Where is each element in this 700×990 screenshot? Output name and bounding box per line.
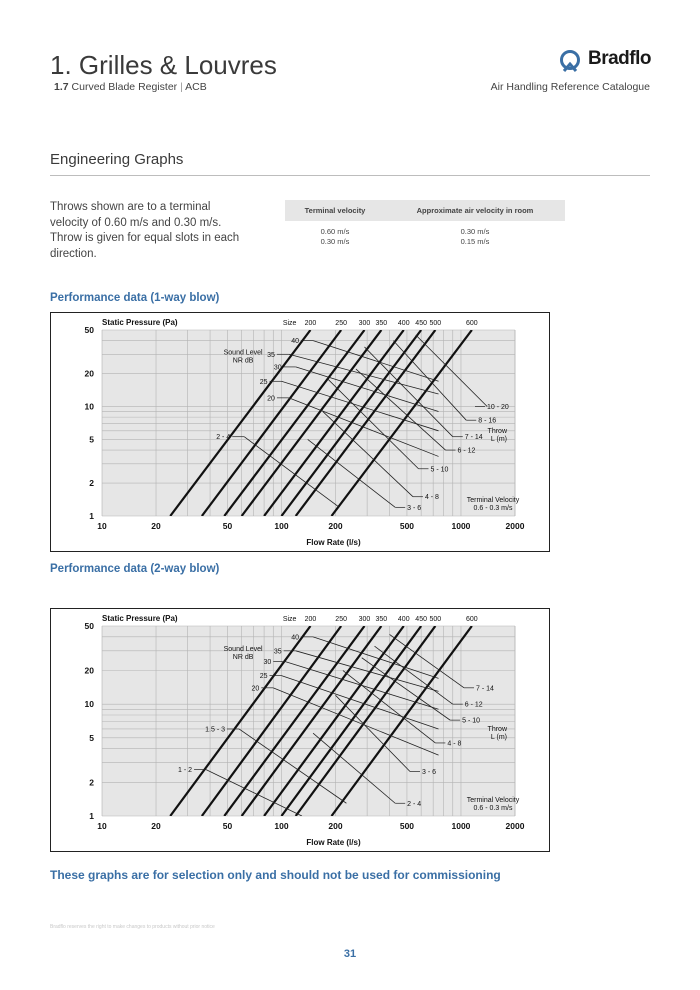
x-tick-label: 2000 <box>505 821 525 831</box>
size-label-250: 250 <box>335 320 347 327</box>
section-divider <box>50 175 650 176</box>
sound-level-label: 35 <box>267 351 275 359</box>
page-number: 31 <box>343 948 357 960</box>
size-label-300: 300 <box>358 616 371 623</box>
subtitle-separator: | <box>180 81 183 93</box>
x-tick-label: 200 <box>328 521 343 531</box>
catalogue-name: Air Handling Reference Catalogue <box>490 81 650 93</box>
throw-caption: Throw L (m) <box>487 725 507 741</box>
throw-label: 3 - 6 <box>421 768 437 776</box>
performance-chart-1way <box>50 312 550 552</box>
page-subtitle <box>54 81 207 93</box>
table-cell: 0.15 m/s <box>460 237 490 246</box>
size-label-600: 600 <box>466 320 478 327</box>
throw-caption: Throw L (m) <box>487 427 507 443</box>
commissioning-note: These graphs are for selection only and should not be used for commissioning <box>50 868 501 882</box>
graph2-title: Performance data (2-way blow) <box>50 563 220 575</box>
x-tick-label: 20 <box>151 521 161 531</box>
header-room-velocity: Approximate air velocity in room <box>385 200 565 221</box>
size-label-450: 450 <box>415 616 427 623</box>
x-tick-label: 1000 <box>451 521 471 531</box>
x-tick-label: 10 <box>97 521 107 531</box>
table-row <box>285 237 565 247</box>
throw-label: 7 - 14 <box>476 685 494 693</box>
product-code: ACB <box>185 81 207 93</box>
throw-label: 6 - 12 <box>457 447 476 455</box>
table-cell: 0.60 m/s <box>320 227 350 236</box>
x-tick-label: 1000 <box>451 821 471 831</box>
y-tick-label: 20 <box>84 368 94 379</box>
y-tick-label: 2 <box>89 777 94 788</box>
terminal-velocity-caption: Terminal Velocity 0.6 - 0.3 m/s <box>466 797 520 812</box>
sound-level-label: 35 <box>273 648 282 656</box>
y-tick-label: 5 <box>89 732 94 743</box>
throw-label: 1 - 2 <box>178 767 193 775</box>
size-axis-label: Size <box>282 320 297 327</box>
y-tick-label: 5 <box>89 434 94 445</box>
x-tick-label: 2000 <box>505 521 525 531</box>
x-tick-label: 100 <box>274 521 289 531</box>
y-tick-label: 50 <box>84 325 94 335</box>
graph1-title: Performance data (1-way blow) <box>50 292 220 304</box>
size-label-600: 600 <box>466 616 478 623</box>
table-row <box>285 227 565 237</box>
throw-label: 10 - 20 <box>487 404 509 412</box>
x-tick-label: 20 <box>151 821 161 831</box>
sound-level-label: 30 <box>263 659 272 667</box>
section-heading: Engineering Graphs <box>50 151 184 168</box>
size-label-400: 400 <box>397 616 410 623</box>
throw-label: 7 - 14 <box>464 434 483 442</box>
y-axis-title: Static Pressure (Pa) <box>102 318 178 327</box>
size-label-200: 200 <box>304 616 317 623</box>
sound-level-label: 25 <box>259 673 268 681</box>
subsection-number: 1.7 <box>54 81 69 93</box>
size-label-250: 250 <box>335 616 347 623</box>
brand-name: Bradflo <box>588 48 651 69</box>
throw-label: 2 - 4 <box>407 800 422 808</box>
x-tick-label: 200 <box>328 821 343 831</box>
sound-level-label: 40 <box>291 634 300 642</box>
y-tick-label: 20 <box>84 665 94 676</box>
y-axis-title: Static Pressure (Pa) <box>102 614 178 623</box>
terminal-velocity-caption: Terminal Velocity 0.6 - 0.3 m/s <box>466 497 520 512</box>
header-terminal-velocity: Terminal velocity <box>285 200 385 221</box>
sound-level-label: 25 <box>259 378 268 386</box>
subsection-name: Curved Blade Register <box>71 81 178 93</box>
x-tick-label: 50 <box>222 521 233 531</box>
throw-label: 4 - 8 <box>447 740 462 748</box>
size-label-450: 450 <box>415 320 427 327</box>
velocity-table <box>285 200 565 247</box>
disclaimer: Bradflo reserves the right to make changes to products without prior notice <box>50 924 215 930</box>
x-tick-label: 100 <box>274 821 289 831</box>
velocity-table-header <box>285 200 565 221</box>
size-label-500: 500 <box>429 616 442 623</box>
size-label-350: 350 <box>375 320 388 327</box>
throw-label: 8 - 16 <box>478 417 497 425</box>
sound-level-caption: Sound Level NR dB <box>223 645 263 661</box>
sound-level-label: 30 <box>273 364 282 372</box>
throw-label: 6 - 12 <box>464 701 483 709</box>
size-label-200: 200 <box>304 320 317 327</box>
sound-level-caption: Sound Level NR dB <box>223 349 263 365</box>
throw-label: 5 - 10 <box>430 466 449 474</box>
table-cell: 0.30 m/s <box>320 237 350 246</box>
x-tick-label: 50 <box>222 821 233 831</box>
page-title: 1. Grilles & Louvres <box>50 50 277 80</box>
intro-text: Throws shown are to a terminal velocity of 0.60 m/s and 0.30 m/s. Throw is given for equal slots in each direction. <box>50 201 240 260</box>
y-tick-label: 1 <box>89 811 94 821</box>
y-tick-label: 2 <box>89 478 94 489</box>
throw-label: 3 - 6 <box>407 504 422 512</box>
throw-label: 2 - 4 <box>216 434 231 442</box>
size-axis-label: Size <box>282 616 297 623</box>
y-tick-label: 1 <box>89 511 94 521</box>
sound-level-label: 20 <box>251 685 260 693</box>
sound-level-label: 20 <box>267 395 275 403</box>
throw-label: 4 - 8 <box>424 494 439 502</box>
size-label-400: 400 <box>397 320 410 327</box>
y-tick-label: 10 <box>84 401 94 412</box>
y-tick-label: 10 <box>84 699 94 710</box>
size-label-500: 500 <box>429 320 442 327</box>
sound-level-label: 40 <box>291 338 300 346</box>
y-tick-label: 50 <box>84 621 94 631</box>
x-tick-label: 500 <box>399 821 415 831</box>
x-axis-title: Flow Rate (l/s) <box>306 838 361 847</box>
throw-label: 1.5 - 3 <box>205 726 226 734</box>
x-tick-label: 500 <box>399 521 415 531</box>
performance-chart-2way <box>50 608 550 852</box>
size-label-300: 300 <box>358 320 371 327</box>
table-cell: 0.30 m/s <box>460 227 490 236</box>
x-axis-title: Flow Rate (l/s) <box>306 538 361 547</box>
x-tick-label: 10 <box>97 821 107 831</box>
throw-label: 5 - 10 <box>462 717 481 725</box>
size-label-350: 350 <box>375 616 388 623</box>
